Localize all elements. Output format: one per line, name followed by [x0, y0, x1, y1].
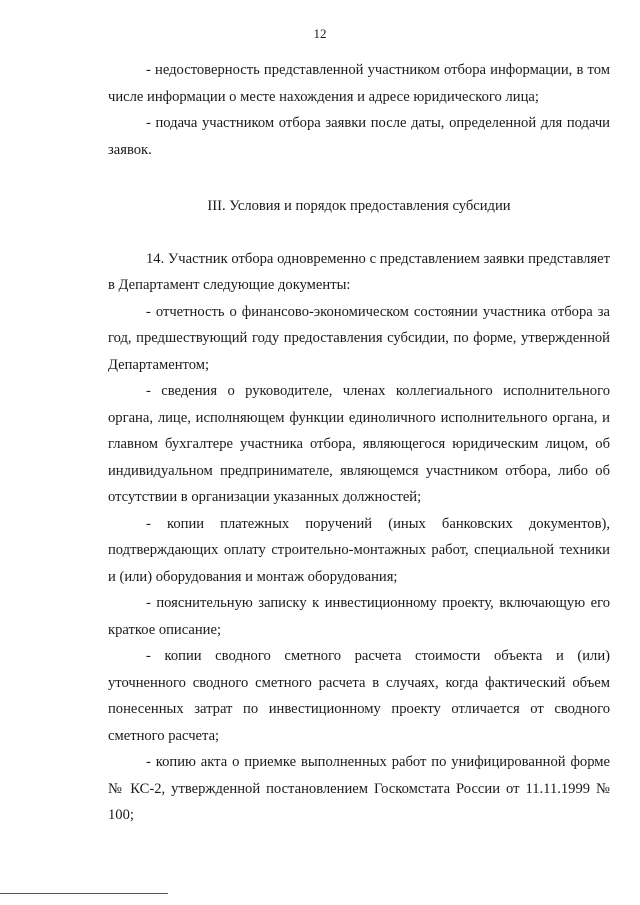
- section-heading: III. Условия и порядок предоставления субсидии: [207, 198, 511, 214]
- list-item-explanatory-note: - пояснительную записку к инвестиционному проекту, включающую его краткое описание;: [108, 595, 610, 638]
- list-item-financial-report: - отчетность о финансово-экономическом состоянии участника отбора за год, предшествующий году предоставления субсидии, по форме, утвержденной Департаментом;: [108, 303, 610, 373]
- clause-14-intro: 14. Участник отбора одновременно с представлением заявки представляет в Департамент следующие документы:: [108, 250, 610, 293]
- document-body: [108, 57, 610, 829]
- list-item-ks2-act: - копию акта о приемке выполненных работ по унифицированной форме № КС-2, утвержденной постановлением Госкомстата России от 11.11.1999 № 100;: [108, 754, 610, 823]
- list-item-unreliable-info: - недостоверность представленной участником отбора информации, в том числе информации о месте нахождения и адресе юридического лица;: [108, 62, 610, 105]
- list-item-payment-orders: - копии платежных поручений (иных банковских документов), подтверждающих оплату строительно-монтажных работ, специальной техники и (или) оборудования и монтаж оборудования;: [108, 515, 610, 585]
- list-item-management-info: - сведения о руководителе, членах коллегиального исполнительного органа, лице, исполняющем функции единоличного исполнительного органа, и главном бухгалтере участника отбора, являющегося юридическим лицом, об индивидуальном предпринимателе, являющемся участником отбора, либо об отсутствии в организации указанных должностей;: [108, 383, 610, 505]
- list-item-estimate-copies: - копии сводного сметного расчета стоимости объекта и (или) уточненного сводного сметного расчета в случаях, когда фактический объем понесенных затрат по инвестиционному проекту отличается от сводного сметного расчета;: [108, 648, 610, 744]
- list-item-late-application: - подача участником отбора заявки после даты, определенной для подачи заявок.: [108, 115, 610, 158]
- page-number: 12: [313, 26, 327, 41]
- footer-rule: [0, 893, 168, 894]
